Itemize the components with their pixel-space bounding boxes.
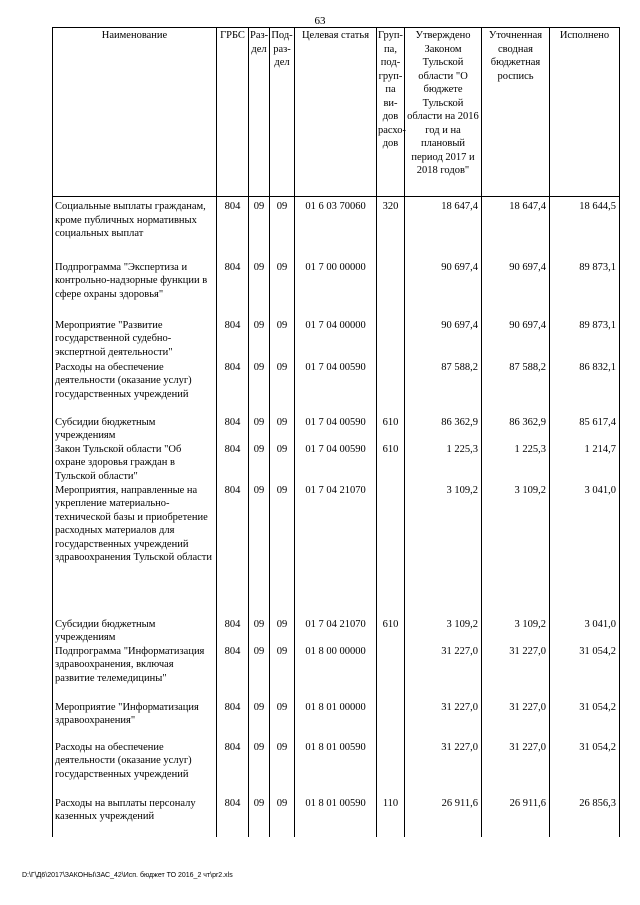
cell-grbs: 804 xyxy=(217,484,249,618)
table-row xyxy=(53,197,620,261)
cell-target: 01 8 00 00000 xyxy=(295,645,377,701)
cell-razdel: 09 xyxy=(249,416,270,443)
cell-target: 01 7 04 21070 xyxy=(295,618,377,645)
cell-group xyxy=(377,645,405,701)
cell-grbs: 804 xyxy=(217,416,249,443)
table-row xyxy=(53,261,620,319)
cell-target: 01 8 01 00590 xyxy=(295,741,377,797)
table-row xyxy=(53,361,620,416)
cell-executed: 31 054,2 xyxy=(550,645,620,701)
header-podrazdel: Под-раз-дел xyxy=(270,28,295,197)
cell-revised: 18 647,4 xyxy=(482,197,550,261)
cell-revised: 1 225,3 xyxy=(482,443,550,484)
cell-razdel: 09 xyxy=(249,361,270,416)
cell-group xyxy=(377,319,405,361)
cell-revised: 31 227,0 xyxy=(482,645,550,701)
cell-approved: 90 697,4 xyxy=(405,261,482,319)
cell-name: Подпрограмма "Экспертиза и контрольно-надзорные функции в сфере охраны здоровья" xyxy=(53,261,217,319)
cell-podrazdel: 09 xyxy=(270,416,295,443)
cell-group: 110 xyxy=(377,797,405,837)
cell-razdel: 09 xyxy=(249,197,270,261)
header-approved: Утверждено Законом Тульской области "О бюджете Тульской области на 2016 год и на плановый период 2017 и 2018 годов" xyxy=(405,28,482,197)
cell-name: Закон Тульской области "Об охране здоровья граждан в Тульской области" xyxy=(53,443,217,484)
cell-target: 01 7 04 00000 xyxy=(295,319,377,361)
cell-approved: 3 109,2 xyxy=(405,484,482,618)
cell-group xyxy=(377,741,405,797)
cell-executed: 85 617,4 xyxy=(550,416,620,443)
budget-table xyxy=(52,27,620,837)
cell-revised: 3 109,2 xyxy=(482,484,550,618)
cell-approved: 3 109,2 xyxy=(405,618,482,645)
cell-target: 01 6 03 70060 xyxy=(295,197,377,261)
cell-group: 610 xyxy=(377,618,405,645)
cell-executed: 3 041,0 xyxy=(550,484,620,618)
cell-approved: 90 697,4 xyxy=(405,319,482,361)
header-revised: Уточненная сводная бюджетная роспись xyxy=(482,28,550,197)
cell-approved: 31 227,0 xyxy=(405,741,482,797)
cell-grbs: 804 xyxy=(217,443,249,484)
cell-name: Субсидии бюджетным учреждениям xyxy=(53,618,217,645)
cell-name: Расходы на выплаты персоналу казенных учреждений xyxy=(53,797,217,837)
table-row xyxy=(53,741,620,797)
cell-revised: 87 588,2 xyxy=(482,361,550,416)
header-razdel: Раз-дел xyxy=(249,28,270,197)
cell-name: Мероприятие "Информатизация здравоохранения" xyxy=(53,701,217,741)
cell-name: Мероприятия, направленные на укрепление материально-технической базы и приобретение расходных материалов для государственных учреждений здравоохранения Тульской области xyxy=(53,484,217,618)
cell-name: Расходы на обеспечение деятельности (оказание услуг) государственных учреждений xyxy=(53,361,217,416)
cell-target: 01 7 00 00000 xyxy=(295,261,377,319)
cell-approved: 18 647,4 xyxy=(405,197,482,261)
cell-grbs: 804 xyxy=(217,261,249,319)
cell-podrazdel: 09 xyxy=(270,797,295,837)
cell-revised: 86 362,9 xyxy=(482,416,550,443)
cell-executed: 89 873,1 xyxy=(550,319,620,361)
cell-group xyxy=(377,701,405,741)
cell-name: Мероприятие "Развитие государственной судебно-экспертной деятельности" xyxy=(53,319,217,361)
header-target: Целевая статья xyxy=(295,28,377,197)
table-row xyxy=(53,618,620,645)
cell-grbs: 804 xyxy=(217,361,249,416)
cell-executed: 31 054,2 xyxy=(550,701,620,741)
cell-approved: 1 225,3 xyxy=(405,443,482,484)
cell-podrazdel: 09 xyxy=(270,618,295,645)
cell-grbs: 804 xyxy=(217,618,249,645)
table-row xyxy=(53,319,620,361)
header-executed: Исполнено xyxy=(550,28,620,197)
cell-approved: 26 911,6 xyxy=(405,797,482,837)
cell-podrazdel: 09 xyxy=(270,261,295,319)
table-header-row xyxy=(53,28,620,197)
cell-podrazdel: 09 xyxy=(270,645,295,701)
cell-revised: 31 227,0 xyxy=(482,701,550,741)
table-row xyxy=(53,701,620,741)
cell-approved: 31 227,0 xyxy=(405,645,482,701)
header-grbs: ГРБС xyxy=(217,28,249,197)
table-row xyxy=(53,443,620,484)
cell-grbs: 804 xyxy=(217,797,249,837)
cell-razdel: 09 xyxy=(249,319,270,361)
cell-approved: 86 362,9 xyxy=(405,416,482,443)
cell-razdel: 09 xyxy=(249,797,270,837)
cell-target: 01 7 04 00590 xyxy=(295,416,377,443)
cell-grbs: 804 xyxy=(217,701,249,741)
cell-razdel: 09 xyxy=(249,741,270,797)
cell-executed: 89 873,1 xyxy=(550,261,620,319)
cell-name: Подпрограмма "Информатизация здравоохранения, включая развитие телемедицины" xyxy=(53,645,217,701)
cell-grbs: 804 xyxy=(217,319,249,361)
cell-razdel: 09 xyxy=(249,618,270,645)
cell-approved: 87 588,2 xyxy=(405,361,482,416)
header-group: Груп-па, под-груп-па ви-дов расхо-дов xyxy=(377,28,405,197)
cell-razdel: 09 xyxy=(249,443,270,484)
cell-target: 01 7 04 00590 xyxy=(295,443,377,484)
cell-podrazdel: 09 xyxy=(270,443,295,484)
cell-name: Субсидии бюджетным учреждениям xyxy=(53,416,217,443)
cell-razdel: 09 xyxy=(249,484,270,618)
cell-group: 610 xyxy=(377,443,405,484)
cell-grbs: 804 xyxy=(217,645,249,701)
cell-group: 320 xyxy=(377,197,405,261)
cell-group xyxy=(377,261,405,319)
cell-target: 01 8 01 00590 xyxy=(295,797,377,837)
cell-podrazdel: 09 xyxy=(270,701,295,741)
cell-target: 01 7 04 00590 xyxy=(295,361,377,416)
table-row xyxy=(53,484,620,618)
cell-revised: 90 697,4 xyxy=(482,261,550,319)
cell-target: 01 8 01 00000 xyxy=(295,701,377,741)
cell-podrazdel: 09 xyxy=(270,741,295,797)
cell-podrazdel: 09 xyxy=(270,361,295,416)
cell-executed: 1 214,7 xyxy=(550,443,620,484)
cell-name: Расходы на обеспечение деятельности (оказание услуг) государственных учреждений xyxy=(53,741,217,797)
cell-revised: 31 227,0 xyxy=(482,741,550,797)
cell-razdel: 09 xyxy=(249,645,270,701)
cell-executed: 3 041,0 xyxy=(550,618,620,645)
page-number: 63 xyxy=(314,15,326,27)
cell-name: Социальные выплаты гражданам, кроме публичных нормативных социальных выплат xyxy=(53,197,217,261)
cell-group xyxy=(377,361,405,416)
cell-razdel: 09 xyxy=(249,261,270,319)
cell-revised: 26 911,6 xyxy=(482,797,550,837)
cell-grbs: 804 xyxy=(217,197,249,261)
cell-executed: 18 644,5 xyxy=(550,197,620,261)
table-row xyxy=(53,416,620,443)
cell-podrazdel: 09 xyxy=(270,484,295,618)
cell-podrazdel: 09 xyxy=(270,197,295,261)
table-row xyxy=(53,645,620,701)
cell-approved: 31 227,0 xyxy=(405,701,482,741)
file-path-footer: D:\Г\Д6\2017\ЗАКОНЫ\ЗАС_42\Исп. бюджет ТО 2016_2 чт\pr2.xls xyxy=(22,872,233,879)
cell-podrazdel: 09 xyxy=(270,319,295,361)
cell-target: 01 7 04 21070 xyxy=(295,484,377,618)
cell-razdel: 09 xyxy=(249,701,270,741)
cell-grbs: 804 xyxy=(217,741,249,797)
cell-group xyxy=(377,484,405,618)
cell-revised: 3 109,2 xyxy=(482,618,550,645)
cell-revised: 90 697,4 xyxy=(482,319,550,361)
header-name: Наименование xyxy=(53,28,217,197)
cell-group: 610 xyxy=(377,416,405,443)
cell-executed: 31 054,2 xyxy=(550,741,620,797)
cell-executed: 86 832,1 xyxy=(550,361,620,416)
table-row xyxy=(53,797,620,837)
cell-executed: 26 856,3 xyxy=(550,797,620,837)
